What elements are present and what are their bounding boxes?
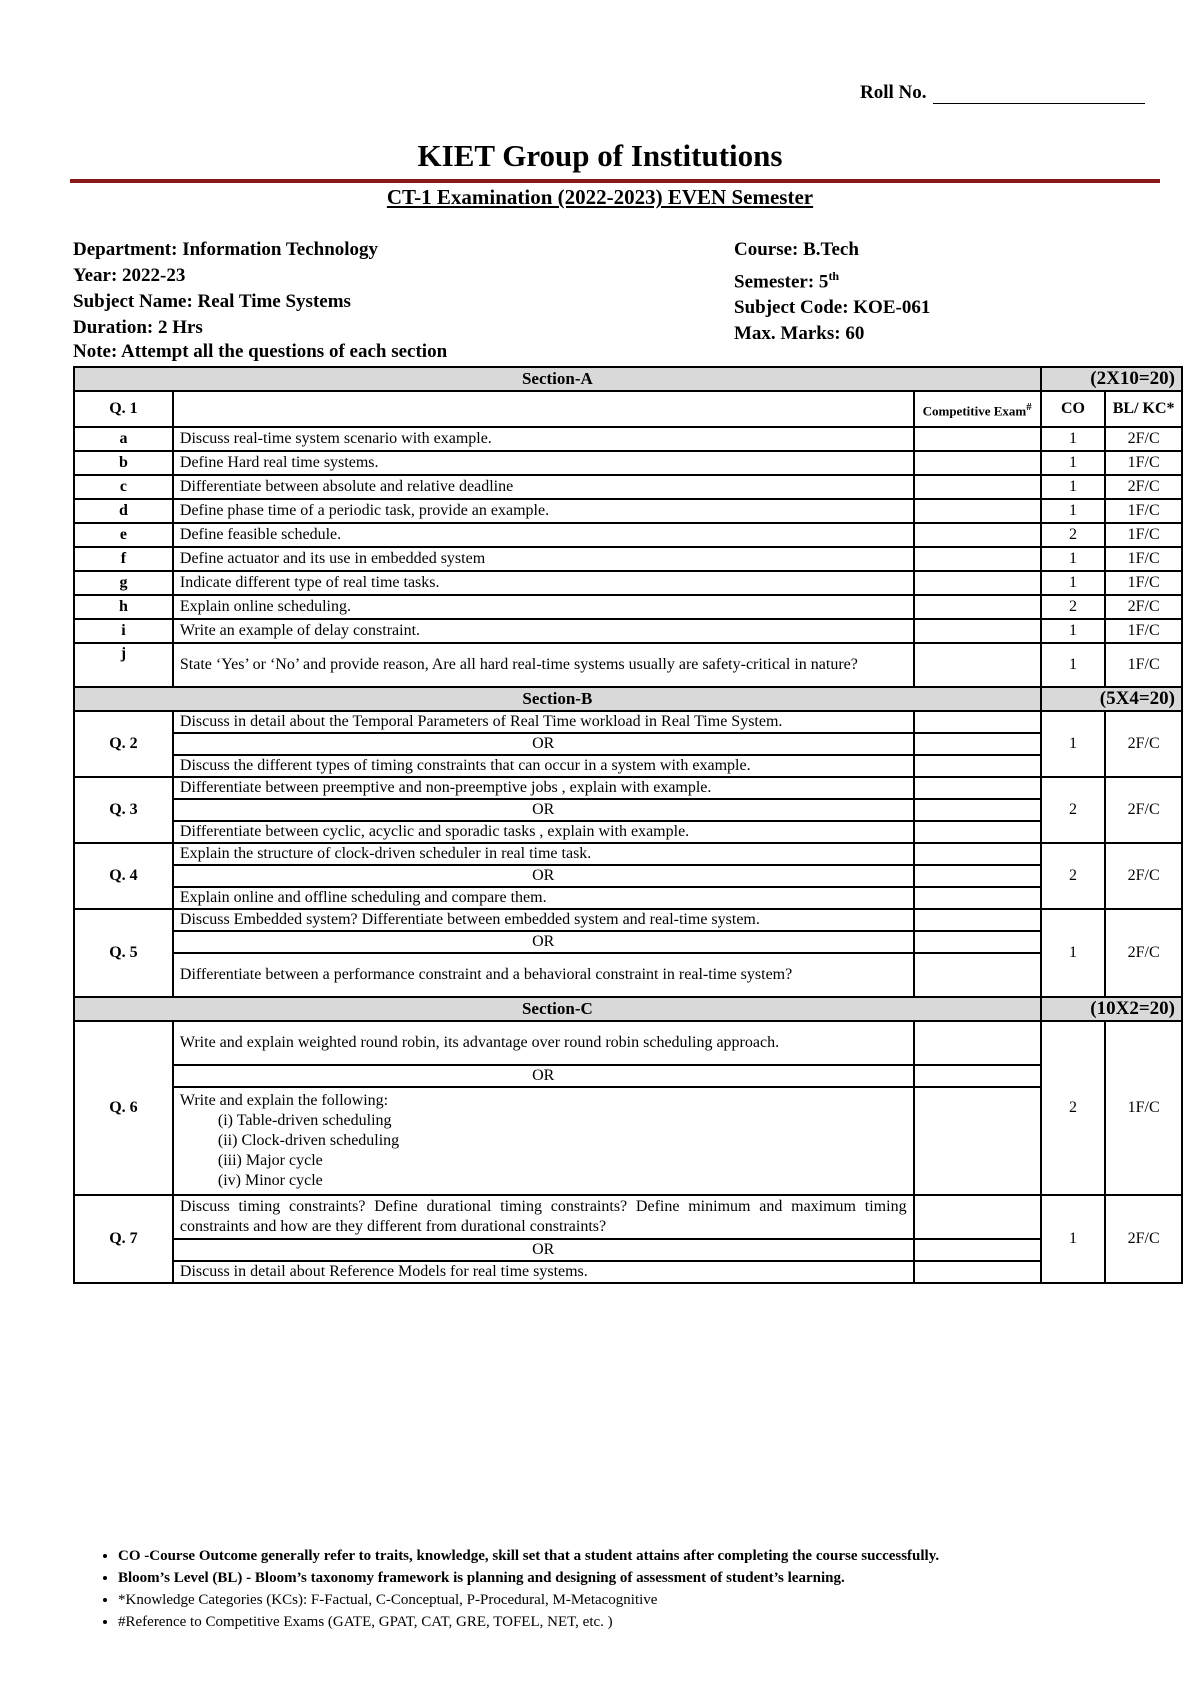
q1-item-co: 1 bbox=[1041, 571, 1106, 595]
option-b: Explain online and offline scheduling and compare them. bbox=[173, 887, 914, 909]
q7-or: OR bbox=[173, 1239, 914, 1261]
q1-item-competitive bbox=[914, 643, 1041, 687]
q6-co: 2 bbox=[1041, 1021, 1106, 1195]
q7-row-b bbox=[74, 1261, 1182, 1283]
q2-row-b bbox=[74, 755, 1182, 777]
q1-item-row bbox=[74, 595, 1182, 619]
q1-item-label: e bbox=[74, 523, 173, 547]
q1-item-text: Define Hard real time systems. bbox=[173, 451, 914, 475]
meta-left bbox=[73, 237, 378, 341]
competitive-cell bbox=[914, 909, 1041, 931]
q1-item-co: 1 bbox=[1041, 427, 1106, 451]
or-divider: OR bbox=[173, 931, 914, 953]
q1-item-competitive bbox=[914, 499, 1041, 523]
q1-item-row bbox=[74, 451, 1182, 475]
q3-row-b bbox=[74, 821, 1182, 843]
section-a-column-header bbox=[74, 391, 1182, 427]
q1-item-label: b bbox=[74, 451, 173, 475]
note: Note: Attempt all the questions of each section bbox=[73, 341, 448, 362]
q6-subitem: (i) Table-driven scheduling bbox=[217, 1112, 392, 1129]
competitive-cell bbox=[914, 953, 1041, 997]
q1-item-row bbox=[74, 427, 1182, 451]
competitive-cell bbox=[914, 755, 1041, 777]
q6-bl: 1F/C bbox=[1105, 1021, 1182, 1195]
footnote-co: • CO -Course Outcome generally refer to traits, knowledge, skill set that a student attains after completing the course successfully. bbox=[118, 1545, 939, 1567]
q4-row-a bbox=[74, 843, 1182, 865]
option-b: Differentiate between a performance constraint and a behavioral constraint in real-time system? bbox=[173, 953, 914, 997]
q1-item-text: Define actuator and its use in embedded system bbox=[173, 547, 914, 571]
q1-item-co: 2 bbox=[1041, 523, 1106, 547]
section-c-header bbox=[74, 997, 1182, 1021]
footnote-competitive: • #Reference to Competitive Exams (GATE, GPAT, CAT, GRE, TOFEL, NET, etc. ) bbox=[118, 1611, 939, 1633]
roll-number bbox=[860, 82, 1145, 104]
q6-option-a: Write and explain weighted round robin, its advantage over round robin scheduling approach. bbox=[173, 1021, 914, 1065]
q1-item-text: Differentiate between absolute and relative deadline bbox=[173, 475, 914, 499]
competitive-cell bbox=[914, 931, 1041, 953]
q1-item-bl: 1F/C bbox=[1105, 547, 1182, 571]
q1-item-bl: 1F/C bbox=[1105, 643, 1182, 687]
q6-or-row bbox=[74, 1065, 1182, 1087]
or-divider: OR bbox=[173, 799, 914, 821]
q1-item-bl: 1F/C bbox=[1105, 523, 1182, 547]
q6-number: Q. 6 bbox=[74, 1021, 173, 1195]
q1-item-text: Define feasible schedule. bbox=[173, 523, 914, 547]
q7-option-b: Discuss in detail about Reference Models for real time systems. bbox=[173, 1261, 914, 1283]
q1-item-competitive bbox=[914, 595, 1041, 619]
q6-subitem: (ii) Clock-driven scheduling bbox=[217, 1132, 400, 1149]
semester: Semester: 5th bbox=[734, 269, 840, 293]
q1-item-bl: 2F/C bbox=[1105, 475, 1182, 499]
q1-item-competitive bbox=[914, 523, 1041, 547]
subject-code: Subject Code: KOE-061 bbox=[734, 297, 931, 319]
q1-item-text: State ‘Yes’ or ‘No’ and provide reason, Are all hard real-time systems usually are safety-critical in nature? bbox=[173, 643, 914, 687]
q1-item-bl: 2F/C bbox=[1105, 595, 1182, 619]
q1-item-co: 2 bbox=[1041, 595, 1106, 619]
competitive-cell bbox=[914, 887, 1041, 909]
q1-item-text: Write an example of delay constraint. bbox=[173, 619, 914, 643]
q4-or-row bbox=[74, 865, 1182, 887]
question-table bbox=[73, 366, 1183, 1284]
col-bl-kc: BL/ KC* bbox=[1105, 391, 1182, 427]
q1-item-row bbox=[74, 523, 1182, 547]
q6-subitem: (iii) Major cycle bbox=[217, 1152, 323, 1169]
q5-row-a bbox=[74, 909, 1182, 931]
q5-or-row bbox=[74, 931, 1182, 953]
q1-item-label: c bbox=[74, 475, 173, 499]
year: Year: 2022-23 bbox=[73, 265, 186, 286]
q1-item-bl: 1F/C bbox=[1105, 619, 1182, 643]
option-b: Discuss the different types of timing constraints that can occur in a system with example. bbox=[173, 755, 914, 777]
q1-item-row bbox=[74, 643, 1182, 687]
roll-label: Roll No. bbox=[860, 82, 927, 103]
question-co: 2 bbox=[1041, 843, 1106, 909]
course: Course: B.Tech bbox=[734, 239, 859, 260]
competitive-cell bbox=[914, 733, 1041, 755]
section-a-header bbox=[74, 367, 1182, 391]
exam-title: CT-1 Examination (2022-2023) EVEN Semester bbox=[386, 185, 814, 209]
col-co: CO bbox=[1041, 391, 1106, 427]
q6-option-b-intro: Write and explain the following: bbox=[179, 1092, 389, 1109]
option-a: Discuss in detail about the Temporal Parameters of Real Time workload in Real Time System. bbox=[173, 711, 914, 733]
question-bl: 2F/C bbox=[1105, 909, 1182, 997]
question-number: Q. 3 bbox=[74, 777, 173, 843]
option-a: Explain the structure of clock-driven scheduler in real time task. bbox=[173, 843, 914, 865]
section-b-marks: (5X4=20) bbox=[1041, 687, 1182, 711]
col-competitive-exam: Competitive Exam# bbox=[914, 391, 1041, 427]
or-divider: OR bbox=[173, 733, 914, 755]
q1-item-competitive bbox=[914, 451, 1041, 475]
q1-item-row bbox=[74, 475, 1182, 499]
q5-row-b bbox=[74, 953, 1182, 997]
meta-right bbox=[734, 237, 930, 347]
q7-option-a: Discuss timing constraints? Define durational timing constraints? Define minimum and maximum timing constraints and how are they different from durational constraints? bbox=[173, 1195, 914, 1239]
q1-item-label: h bbox=[74, 595, 173, 619]
q7-number: Q. 7 bbox=[74, 1195, 173, 1283]
competitive-cell bbox=[914, 821, 1041, 843]
question-bl: 2F/C bbox=[1105, 843, 1182, 909]
roll-number-blank bbox=[933, 85, 1145, 104]
question-co: 1 bbox=[1041, 909, 1106, 997]
q1-item-co: 1 bbox=[1041, 499, 1106, 523]
department: Department: Information Technology bbox=[73, 239, 379, 260]
competitive-cell bbox=[914, 777, 1041, 799]
q1-item-label: f bbox=[74, 547, 173, 571]
q2-row-a bbox=[74, 711, 1182, 733]
question-co: 2 bbox=[1041, 777, 1106, 843]
option-a: Differentiate between preemptive and non-preemptive jobs , explain with example. bbox=[173, 777, 914, 799]
q1-item-row bbox=[74, 619, 1182, 643]
q1-item-bl: 1F/C bbox=[1105, 451, 1182, 475]
section-a-marks: (2X10=20) bbox=[1041, 367, 1182, 391]
q1-item-competitive bbox=[914, 571, 1041, 595]
duration: Duration: 2 Hrs bbox=[73, 317, 203, 338]
q1-item-co: 1 bbox=[1041, 643, 1106, 687]
option-b: Differentiate between cyclic, acyclic and sporadic tasks , explain with example. bbox=[173, 821, 914, 843]
q1-item-bl: 1F/C bbox=[1105, 499, 1182, 523]
section-b-header bbox=[74, 687, 1182, 711]
q1-item-label: j bbox=[74, 643, 173, 687]
q1-item-text: Explain online scheduling. bbox=[173, 595, 914, 619]
q1-item-label: a bbox=[74, 427, 173, 451]
q1-item-label: i bbox=[74, 619, 173, 643]
q1-item-bl: 1F/C bbox=[1105, 571, 1182, 595]
competitive-cell bbox=[914, 865, 1041, 887]
subject-name: Subject Name: Real Time Systems bbox=[73, 291, 351, 312]
q1-item-competitive bbox=[914, 427, 1041, 451]
q1-item-text: Discuss real-time system scenario with example. bbox=[173, 427, 914, 451]
q1-item-row bbox=[74, 547, 1182, 571]
q1-item-competitive bbox=[914, 619, 1041, 643]
q1-item-co: 1 bbox=[1041, 475, 1106, 499]
q4-row-b bbox=[74, 887, 1182, 909]
q1-item-row bbox=[74, 571, 1182, 595]
q1-item-co: 1 bbox=[1041, 451, 1106, 475]
q7-bl: 2F/C bbox=[1105, 1195, 1182, 1283]
q2-or-row bbox=[74, 733, 1182, 755]
q3-or-row bbox=[74, 799, 1182, 821]
question-bl: 2F/C bbox=[1105, 777, 1182, 843]
competitive-cell bbox=[914, 843, 1041, 865]
q3-row-a bbox=[74, 777, 1182, 799]
title-divider bbox=[70, 179, 1160, 183]
q6-option-b bbox=[173, 1087, 914, 1195]
q1-item-competitive bbox=[914, 547, 1041, 571]
question-bl: 2F/C bbox=[1105, 711, 1182, 777]
footnote-bloom: • Bloom’s Level (BL) - Bloom’s taxonomy framework is planning and designing of assessment of student’s learning. bbox=[118, 1567, 939, 1589]
section-a-title: Section-A bbox=[74, 367, 1041, 391]
q1-number: Q. 1 bbox=[74, 391, 173, 427]
question-co: 1 bbox=[1041, 711, 1106, 777]
max-marks: Max. Marks: 60 bbox=[734, 323, 865, 345]
q6-row-b bbox=[74, 1087, 1182, 1195]
or-divider: OR bbox=[173, 865, 914, 887]
footnote-kc: • *Knowledge Categories (KCs): F-Factual, C-Conceptual, P-Procedural, M-Metacognitive bbox=[118, 1589, 939, 1611]
q6-row-a bbox=[74, 1021, 1182, 1065]
q1-item-label: d bbox=[74, 499, 173, 523]
q1-item-competitive bbox=[914, 475, 1041, 499]
q7-row-a bbox=[74, 1195, 1182, 1239]
section-c-title: Section-C bbox=[74, 997, 1041, 1021]
competitive-cell bbox=[914, 711, 1041, 733]
q7-co: 1 bbox=[1041, 1195, 1106, 1283]
section-c-marks: (10X2=20) bbox=[1041, 997, 1182, 1021]
q1-item-co: 1 bbox=[1041, 619, 1106, 643]
q7-or-row bbox=[74, 1239, 1182, 1261]
section-b-title: Section-B bbox=[74, 687, 1041, 711]
question-number: Q. 4 bbox=[74, 843, 173, 909]
q6-subitem: (iv) Minor cycle bbox=[217, 1172, 323, 1189]
q1-item-row bbox=[74, 499, 1182, 523]
q1-item-label: g bbox=[74, 571, 173, 595]
option-a: Discuss Embedded system? Differentiate between embedded system and real-time system. bbox=[173, 909, 914, 931]
q1-item-co: 1 bbox=[1041, 547, 1106, 571]
competitive-cell bbox=[914, 799, 1041, 821]
q1-item-text: Indicate different type of real time tasks. bbox=[173, 571, 914, 595]
question-number: Q. 5 bbox=[74, 909, 173, 997]
q1-item-text: Define phase time of a periodic task, provide an example. bbox=[173, 499, 914, 523]
q1-item-bl: 2F/C bbox=[1105, 427, 1182, 451]
question-number: Q. 2 bbox=[74, 711, 173, 777]
footnotes bbox=[98, 1545, 939, 1633]
q6-or: OR bbox=[173, 1065, 914, 1087]
institution-title: KIET Group of Institutions bbox=[417, 138, 783, 173]
